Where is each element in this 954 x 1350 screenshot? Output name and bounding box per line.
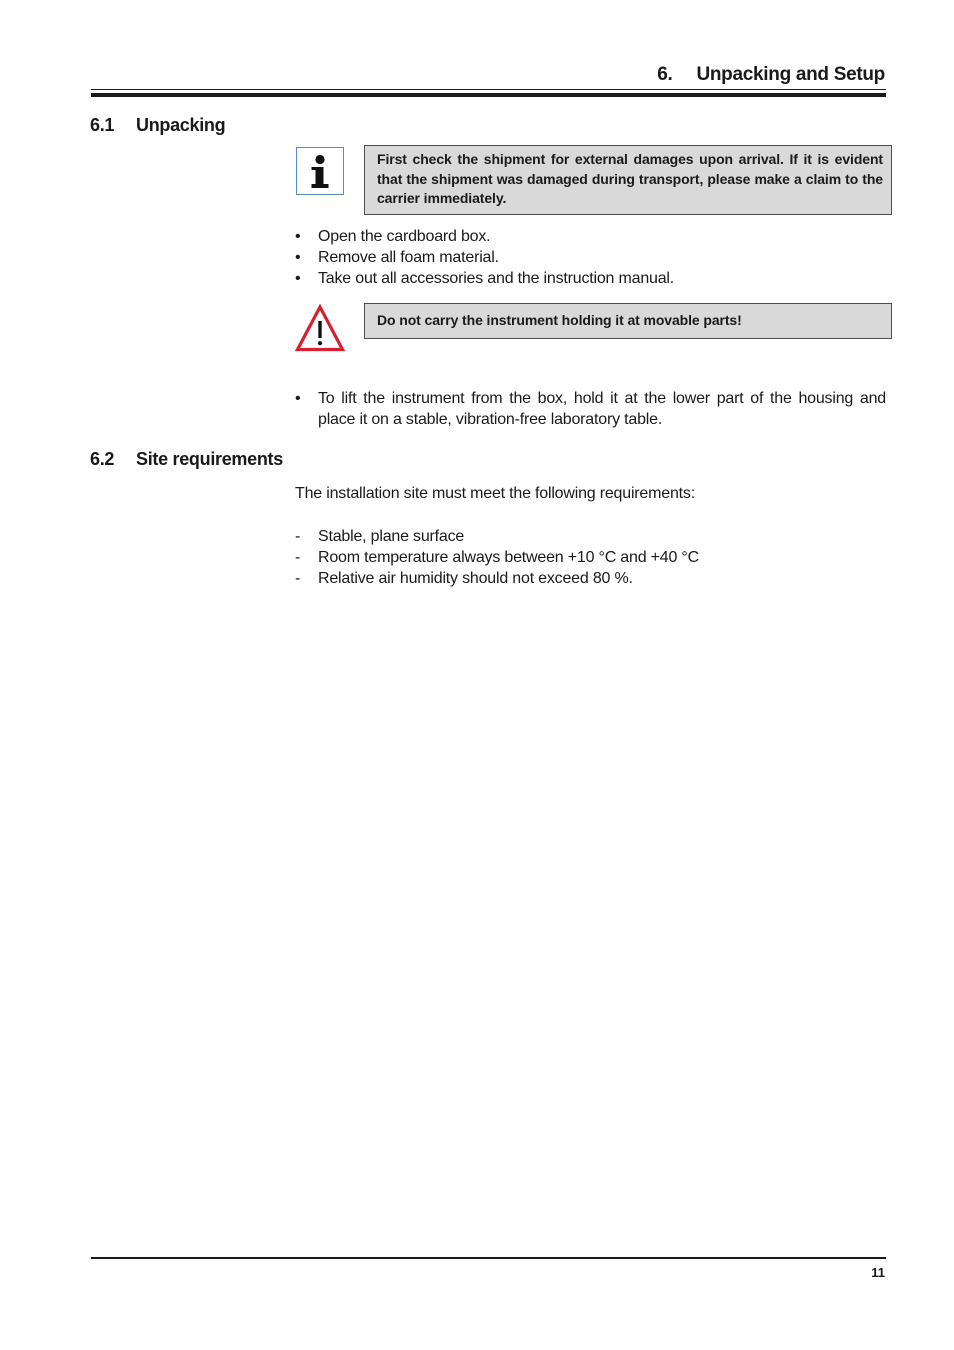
warning-triangle-icon: [295, 304, 345, 352]
chapter-header: [657, 64, 885, 86]
site-requirements-intro: The installation site must meet the following requirements:: [295, 485, 695, 502]
requirement-text: Relative air humidity should not exceed 80 %.: [318, 570, 633, 587]
section-title: Unpacking: [136, 115, 226, 135]
dash-marker: -: [295, 570, 301, 587]
list-item: [295, 226, 674, 247]
bullet-marker: •: [295, 270, 301, 287]
bullet-marker: •: [295, 249, 301, 266]
header-rule-thin: [91, 89, 886, 90]
section-heading-site-requirements: [90, 449, 283, 470]
lift-instruction: [295, 388, 886, 430]
page-number: 11: [871, 1265, 885, 1280]
info-note: First check the shipment for external damages upon arrival. If it is evident that the shipment was damaged during transport, please make a claim to the carrier immediately.: [364, 145, 892, 215]
bullet-marker: •: [295, 390, 301, 407]
requirement-text: Room temperature always between +10 °C and +40 °C: [318, 549, 699, 566]
chapter-title: Unpacking and Setup: [696, 64, 885, 85]
step-text: Open the cardboard box.: [318, 228, 491, 245]
bullet-marker: •: [295, 228, 301, 245]
lift-instruction-text: To lift the instrument from the box, hold it at the lower part of the housing and place it on a stable, vibration-free laboratory table.: [318, 390, 886, 428]
list-item: [295, 547, 699, 568]
warning-note: Do not carry the instrument holding it at movable parts!: [364, 303, 892, 339]
unpacking-steps-list: [295, 226, 674, 289]
footer-rule: [91, 1257, 886, 1259]
section-title: Site requirements: [136, 449, 283, 469]
step-text: Take out all accessories and the instruction manual.: [318, 270, 675, 287]
list-item: [295, 268, 674, 289]
info-icon: [296, 147, 344, 195]
list-item: [295, 568, 699, 589]
list-item: [295, 526, 699, 547]
dash-marker: -: [295, 528, 301, 545]
section-number: 6.2: [90, 449, 115, 469]
section-number: 6.1: [90, 115, 115, 135]
site-requirements-list: [295, 526, 699, 589]
step-text: Remove all foam material.: [318, 249, 499, 266]
list-item: [295, 247, 674, 268]
dash-marker: -: [295, 549, 301, 566]
header-rule-thick: [91, 93, 886, 97]
requirement-text: Stable, plane surface: [318, 528, 465, 545]
section-heading-unpacking: [90, 115, 225, 136]
chapter-number: 6.: [657, 64, 673, 85]
